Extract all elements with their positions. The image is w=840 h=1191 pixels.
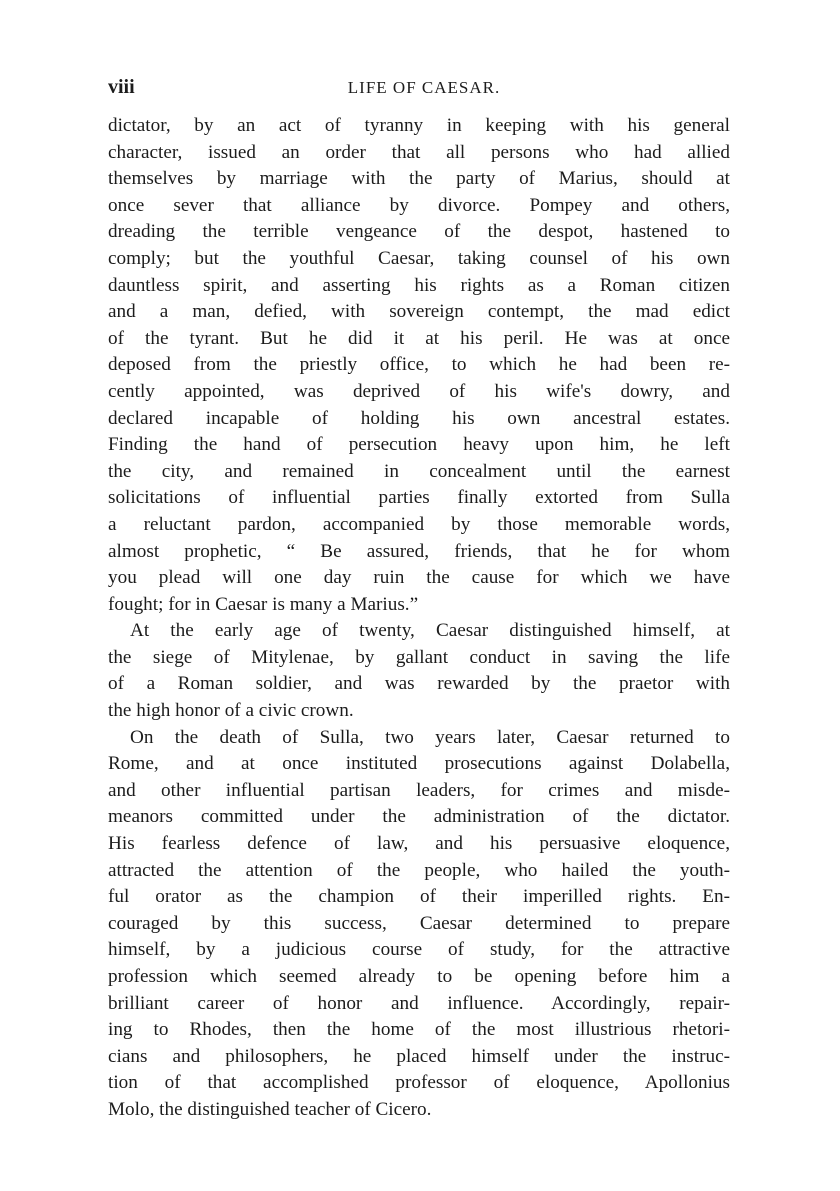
text-line: ing to Rhodes, then the home of the most illustrious rhetori-	[108, 1019, 730, 1041]
text-line: tion of that accomplished professor of eloquence, Apollonius	[108, 1072, 730, 1094]
text-line: of a Roman soldier, and was rewarded by the praetor with	[108, 673, 730, 695]
text-line: On the death of Sulla, two years later, Caesar returned to	[130, 726, 730, 748]
text-line: the siege of Mitylenae, by gallant conduct in saving the life	[108, 646, 730, 668]
text-line: Finding the hand of persecution heavy upon him, he left	[108, 434, 730, 456]
body-text	[108, 113, 730, 1124]
text-line: you plead will one day ruin the cause for which we have	[108, 567, 730, 589]
text-line: ful orator as the champion of their imperilled rights. En-	[108, 886, 730, 908]
text-line: Molo, the distinguished teacher of Cicero.	[108, 1098, 432, 1120]
text-line: once sever that alliance by divorce. Pompey and others,	[108, 194, 730, 216]
text-line: profession which seemed already to be opening before him a	[108, 966, 730, 987]
paragraph	[108, 113, 730, 618]
paragraph	[108, 618, 730, 724]
paragraph	[108, 725, 730, 1124]
text-line: the city, and remained in concealment until the earnest	[108, 460, 730, 482]
text-line: brilliant career of honor and influence. Accordingly, repair-	[108, 992, 730, 1014]
running-head	[108, 72, 730, 104]
book-page	[108, 72, 730, 1124]
text-line: At the early age of twenty, Caesar distinguished himself, at	[130, 620, 730, 642]
text-line: and other influential partisan leaders, for crimes and misde-	[108, 779, 730, 801]
running-title: LIFE OF CAESAR.	[347, 78, 501, 97]
text-line: dictator, by an act of tyranny in keeping with his general	[108, 115, 730, 136]
text-line: a reluctant pardon, accompanied by those memorable words,	[108, 513, 730, 535]
text-line: and a man, defied, with sovereign contempt, the mad edict	[108, 301, 730, 323]
text-line: himself, by a judicious course of study, for the attractive	[108, 939, 730, 961]
text-line: fought; for in Caesar is many a Marius.”	[108, 593, 419, 615]
text-line: deposed from the priestly office, to which he had been re-	[108, 354, 730, 376]
text-line: themselves by marriage with the party of Marius, should at	[108, 168, 730, 190]
text-line: cently appointed, was deprived of his wife's dowry, and	[108, 380, 730, 402]
text-line: almost prophetic, “ Be assured, friends, that he for whom	[108, 540, 730, 562]
text-line: cians and philosophers, he placed himself under the instruc-	[108, 1045, 730, 1067]
text-line: of the tyrant. But he did it at his peril. He was at once	[108, 327, 730, 349]
text-line: meanors committed under the administration of the dictator.	[108, 806, 730, 828]
text-line: attracted the attention of the people, who hailed the youth-	[108, 859, 730, 881]
page-number: viii	[108, 76, 135, 98]
text-line: comply; but the youthful Caesar, taking counsel of his own	[108, 247, 730, 269]
text-line: declared incapable of holding his own ancestral estates.	[108, 407, 730, 429]
text-line: solicitations of influential parties finally extorted from Sulla	[108, 487, 730, 509]
text-line: dauntless spirit, and asserting his rights as a Roman citizen	[108, 274, 730, 296]
text-line: the high honor of a civic crown.	[108, 700, 354, 722]
text-line: Rome, and at once instituted prosecutions against Dolabella,	[108, 753, 730, 775]
text-line: couraged by this success, Caesar determined to prepare	[108, 912, 730, 934]
text-line: His fearless defence of law, and his persuasive eloquence,	[108, 833, 730, 855]
text-line: dreading the terrible vengeance of the despot, hastened to	[108, 221, 730, 243]
text-line: character, issued an order that all persons who had allied	[108, 141, 730, 163]
